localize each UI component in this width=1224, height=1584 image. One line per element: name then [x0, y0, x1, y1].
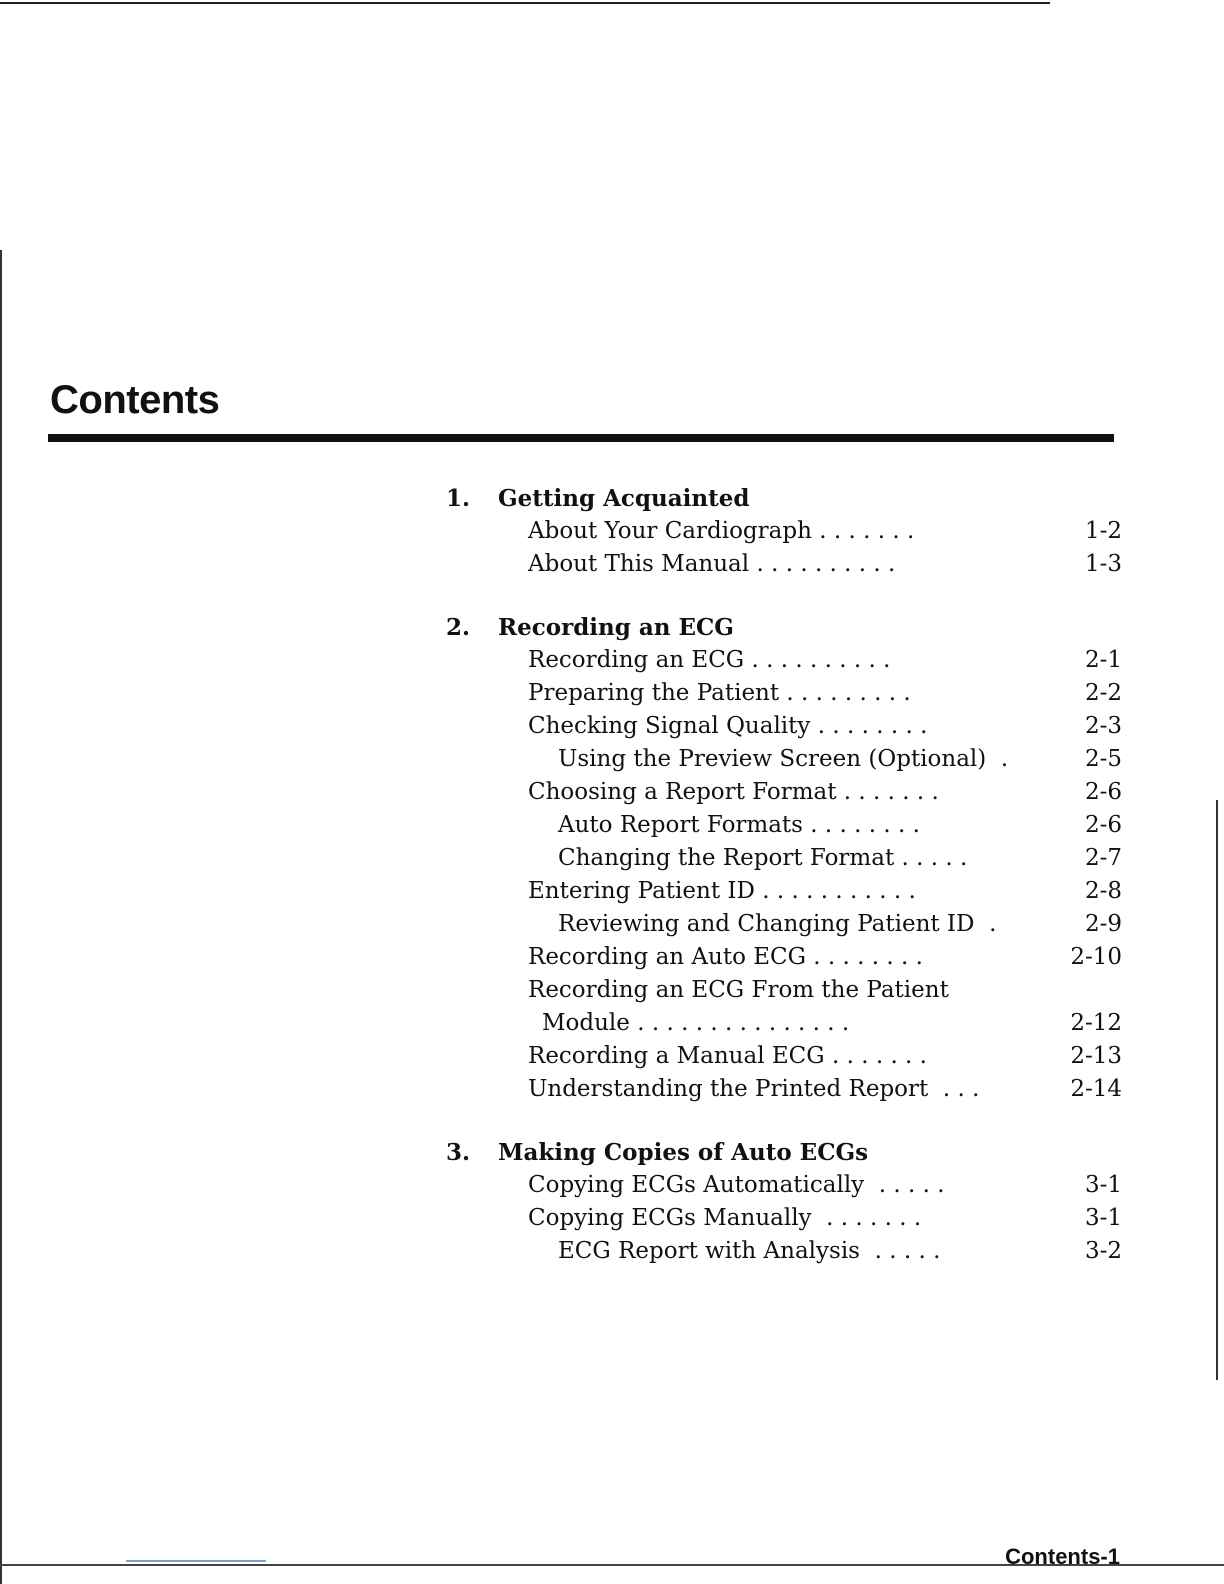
toc-entry[interactable] [446, 548, 1122, 581]
scan-artifact-line [126, 1560, 266, 1562]
toc-page-number: 1-3 [1084, 551, 1122, 577]
leader-dots: . . . . . . . [811, 518, 915, 544]
toc-page-number: 1-2 [1084, 518, 1122, 544]
toc-entry-label: Reviewing and Changing Patient ID [558, 911, 975, 937]
leader-dots: . . . . . . . [811, 1205, 922, 1231]
scan-border-right [1216, 800, 1218, 1380]
leader-dots: . . . . . [864, 1172, 945, 1198]
toc-section-1 [446, 482, 1122, 581]
toc-entry[interactable] [446, 1040, 1122, 1073]
section-number: 1. [446, 485, 471, 512]
section-number: 2. [446, 614, 471, 641]
toc-entry-label: Changing the Report Format [558, 845, 895, 871]
scan-border-top [0, 2, 1050, 4]
scan-border-left [0, 250, 2, 1584]
section-heading [446, 611, 1122, 644]
toc-entry-label: Recording an ECG [528, 647, 745, 673]
toc-entry-label: About Your Cardiograph [528, 518, 812, 544]
toc-section-3 [446, 1136, 1122, 1268]
section-title: Recording an ECG [498, 614, 734, 641]
toc-entry-label: Using the Preview Screen (Optional) [558, 746, 987, 772]
toc-entry-label: Copying ECGs Manually [528, 1205, 812, 1231]
toc-page-number: 2-14 [1070, 1076, 1122, 1102]
toc-section-2 [446, 611, 1122, 1106]
toc-subentry[interactable] [446, 1235, 1122, 1268]
toc-entry[interactable] [446, 1202, 1122, 1235]
leader-dots: . . . . . [894, 845, 968, 871]
toc-entry-label: Recording a Manual ECG [528, 1043, 825, 1069]
leader-dots: . . . . . . . . [802, 812, 920, 838]
section-heading [446, 1136, 1122, 1169]
toc-entry[interactable] [446, 941, 1122, 974]
toc-page-number: 2-13 [1070, 1043, 1122, 1069]
toc-page-number: 3-1 [1084, 1205, 1122, 1231]
toc-subentry[interactable] [446, 908, 1122, 941]
toc-entry[interactable] [446, 974, 1122, 1007]
section-title: Getting Acquainted [498, 485, 750, 512]
section-number: 3. [446, 1139, 471, 1166]
toc-page-number: 2-9 [1084, 911, 1122, 937]
toc-entry-label: Recording an ECG From the Patient [528, 977, 949, 1003]
toc-entry-continuation[interactable] [446, 1007, 1122, 1040]
leader-dots: . . . . . . . [836, 779, 939, 805]
title-rule [48, 434, 1114, 442]
leader-dots: . . . . . . . . . . [744, 647, 891, 673]
leader-dots: . . . . . [859, 1238, 941, 1264]
leader-dots: . [974, 911, 997, 937]
leader-dots: . . . . . . . . [806, 944, 923, 970]
toc-entry[interactable] [446, 677, 1122, 710]
toc-entry[interactable] [446, 1169, 1122, 1202]
toc-page-number: 2-2 [1084, 680, 1122, 706]
page-title: Contents [50, 378, 220, 422]
toc-page-number: 2-7 [1084, 845, 1122, 871]
section-heading [446, 482, 1122, 515]
toc-page-number: 3-1 [1084, 1172, 1122, 1198]
toc-entry-label: Checking Signal Quality [528, 713, 811, 739]
toc-page-number: 2-6 [1084, 779, 1122, 805]
leader-dots: . . . . . . . . . . [749, 551, 896, 577]
toc-entry-label: Understanding the Printed Report [528, 1076, 929, 1102]
toc-subentry[interactable] [446, 809, 1122, 842]
toc-entry-label: Module [542, 1010, 630, 1036]
toc-page-number: 2-8 [1084, 878, 1122, 904]
leader-dots: . . . [928, 1076, 980, 1102]
page-footer: Contents-1 [1005, 1544, 1120, 1569]
toc-entry[interactable] [446, 776, 1122, 809]
leader-dots: . . . . . . . . . . . . . . . [629, 1010, 850, 1036]
toc-entry[interactable] [446, 515, 1122, 548]
leader-dots: . [986, 746, 1009, 772]
toc-page-number: 2-5 [1084, 746, 1122, 772]
toc-entry-label: Choosing a Report Format [528, 779, 837, 805]
toc-entry[interactable] [446, 1073, 1122, 1106]
toc-page-number: 2-6 [1084, 812, 1122, 838]
toc-page-number: 2-3 [1084, 713, 1122, 739]
toc-entry-label: About This Manual [528, 551, 750, 577]
toc-entry-label: Recording an Auto ECG [528, 944, 806, 970]
leader-dots: . . . . . . . [824, 1043, 927, 1069]
section-title: Making Copies of Auto ECGs [498, 1139, 869, 1166]
toc-entry-label: Copying ECGs Automatically [528, 1172, 865, 1198]
toc-entry[interactable] [446, 875, 1122, 908]
toc-page-number: 2-12 [1070, 1010, 1122, 1036]
toc-page-number: 2-10 [1070, 944, 1122, 970]
toc-subentry[interactable] [446, 842, 1122, 875]
leader-dots: . . . . . . . . . [779, 680, 911, 706]
toc-page-number: 2-1 [1084, 647, 1122, 673]
toc-entry[interactable] [446, 710, 1122, 743]
table-of-contents [446, 482, 1122, 1298]
leader-dots: . . . . . . . . . . . [754, 878, 916, 904]
toc-entry-label: Entering Patient ID [528, 878, 755, 904]
toc-page-number: 3-2 [1084, 1238, 1122, 1264]
toc-entry-label: Auto Report Formats [558, 812, 803, 838]
toc-entry-label: Preparing the Patient [528, 680, 780, 706]
toc-entry-label: ECG Report with Analysis [558, 1238, 860, 1264]
toc-entry[interactable] [446, 644, 1122, 677]
leader-dots: . . . . . . . . [810, 713, 928, 739]
toc-subentry[interactable] [446, 743, 1122, 776]
